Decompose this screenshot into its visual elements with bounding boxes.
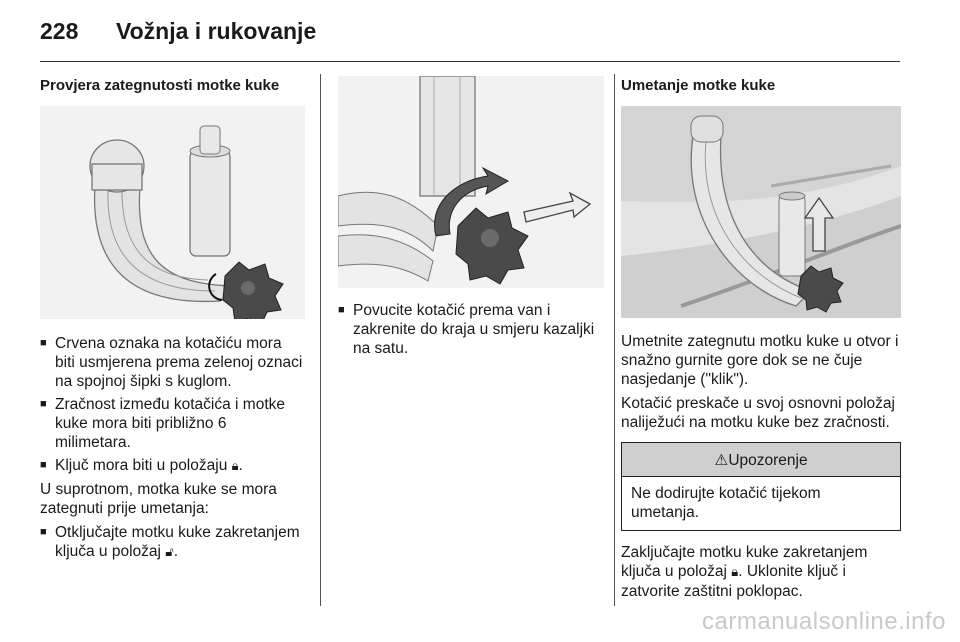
list-item: ■ Zračnost između kotačića i motke kuke mora biti približno 6 milimetara.: [40, 396, 286, 451]
padlock-closed-icon: 🔒︎: [731, 565, 739, 580]
check-bullets: [40, 334, 305, 476]
warning-header: [622, 443, 900, 477]
insert-paragraph: Umetnite zategnutu motku kuke u otvor i snažno gurnite gore dok se ne čuje nasjedanje ("klik").: [621, 333, 899, 388]
list-item: ■ Ključ mora biti u položaju 🔒︎.: [40, 457, 243, 474]
list-item: ■ Otključajte motku kuke zakretanjem ključa u položaj 🔓︎.: [40, 524, 300, 560]
page-header: [40, 18, 900, 58]
section-title-insert: Umetanje motke kuke: [621, 77, 776, 94]
square-bullet-icon: ■: [40, 337, 47, 349]
figure-knob-turn: [338, 76, 604, 288]
knob-paragraph: Kotačić preskače u svoj osnovni položaj naliježući na motku kuke bez zračnosti.: [621, 395, 895, 431]
section-title-check: Provjera zategnutosti motke kuke: [40, 77, 280, 94]
warning-title: Upozorenje: [728, 452, 808, 469]
watermark: carmanualsonline.info: [702, 608, 946, 635]
list-item: ■ Povucite kotačić prema van i zakrenite do kraja u smjeru kazaljki na satu.: [338, 302, 595, 357]
pull-bullets: [338, 301, 604, 358]
padlock-closed-icon: 🔒︎: [231, 459, 239, 474]
unlock-bullets: [40, 523, 305, 562]
closing-paragraph: Zaključajte motku kuke zakretanjem ključa u položaj 🔒︎. Uklonite ključ i zatvorite zaštitni poklopac.: [621, 544, 868, 600]
padlock-open-icon: 🔓︎: [165, 545, 174, 560]
page-number: 228: [40, 18, 79, 44]
figure-towbar-insert: [621, 106, 901, 318]
figure-towbar-tension: [40, 106, 305, 319]
warning-text: Ne dodirujte kotačić tijekom umetanja.: [631, 485, 821, 521]
square-bullet-icon: ■: [40, 526, 47, 538]
chapter-title: Vožnja i rukovanje: [116, 18, 317, 44]
column-divider-2: [614, 74, 615, 606]
square-bullet-icon: ■: [338, 304, 345, 316]
warning-triangle-icon: ⚠: [714, 451, 729, 469]
column-3: [621, 76, 901, 606]
warning-box: [621, 442, 901, 531]
column-1: [40, 76, 305, 566]
square-bullet-icon: ■: [40, 459, 47, 471]
square-bullet-icon: ■: [40, 398, 47, 410]
header-divider: [40, 61, 900, 62]
column-divider-1: [320, 74, 321, 606]
column-2: [338, 76, 604, 362]
list-item: ■ Crvena oznaka na kotačiću mora biti usmjerena prema zelenoj oznaci na spojnoj šipki s kuglom.: [40, 335, 303, 390]
retighten-paragraph: U suprotnom, motka kuke se mora zategnuti prije umetanja:: [40, 481, 277, 517]
